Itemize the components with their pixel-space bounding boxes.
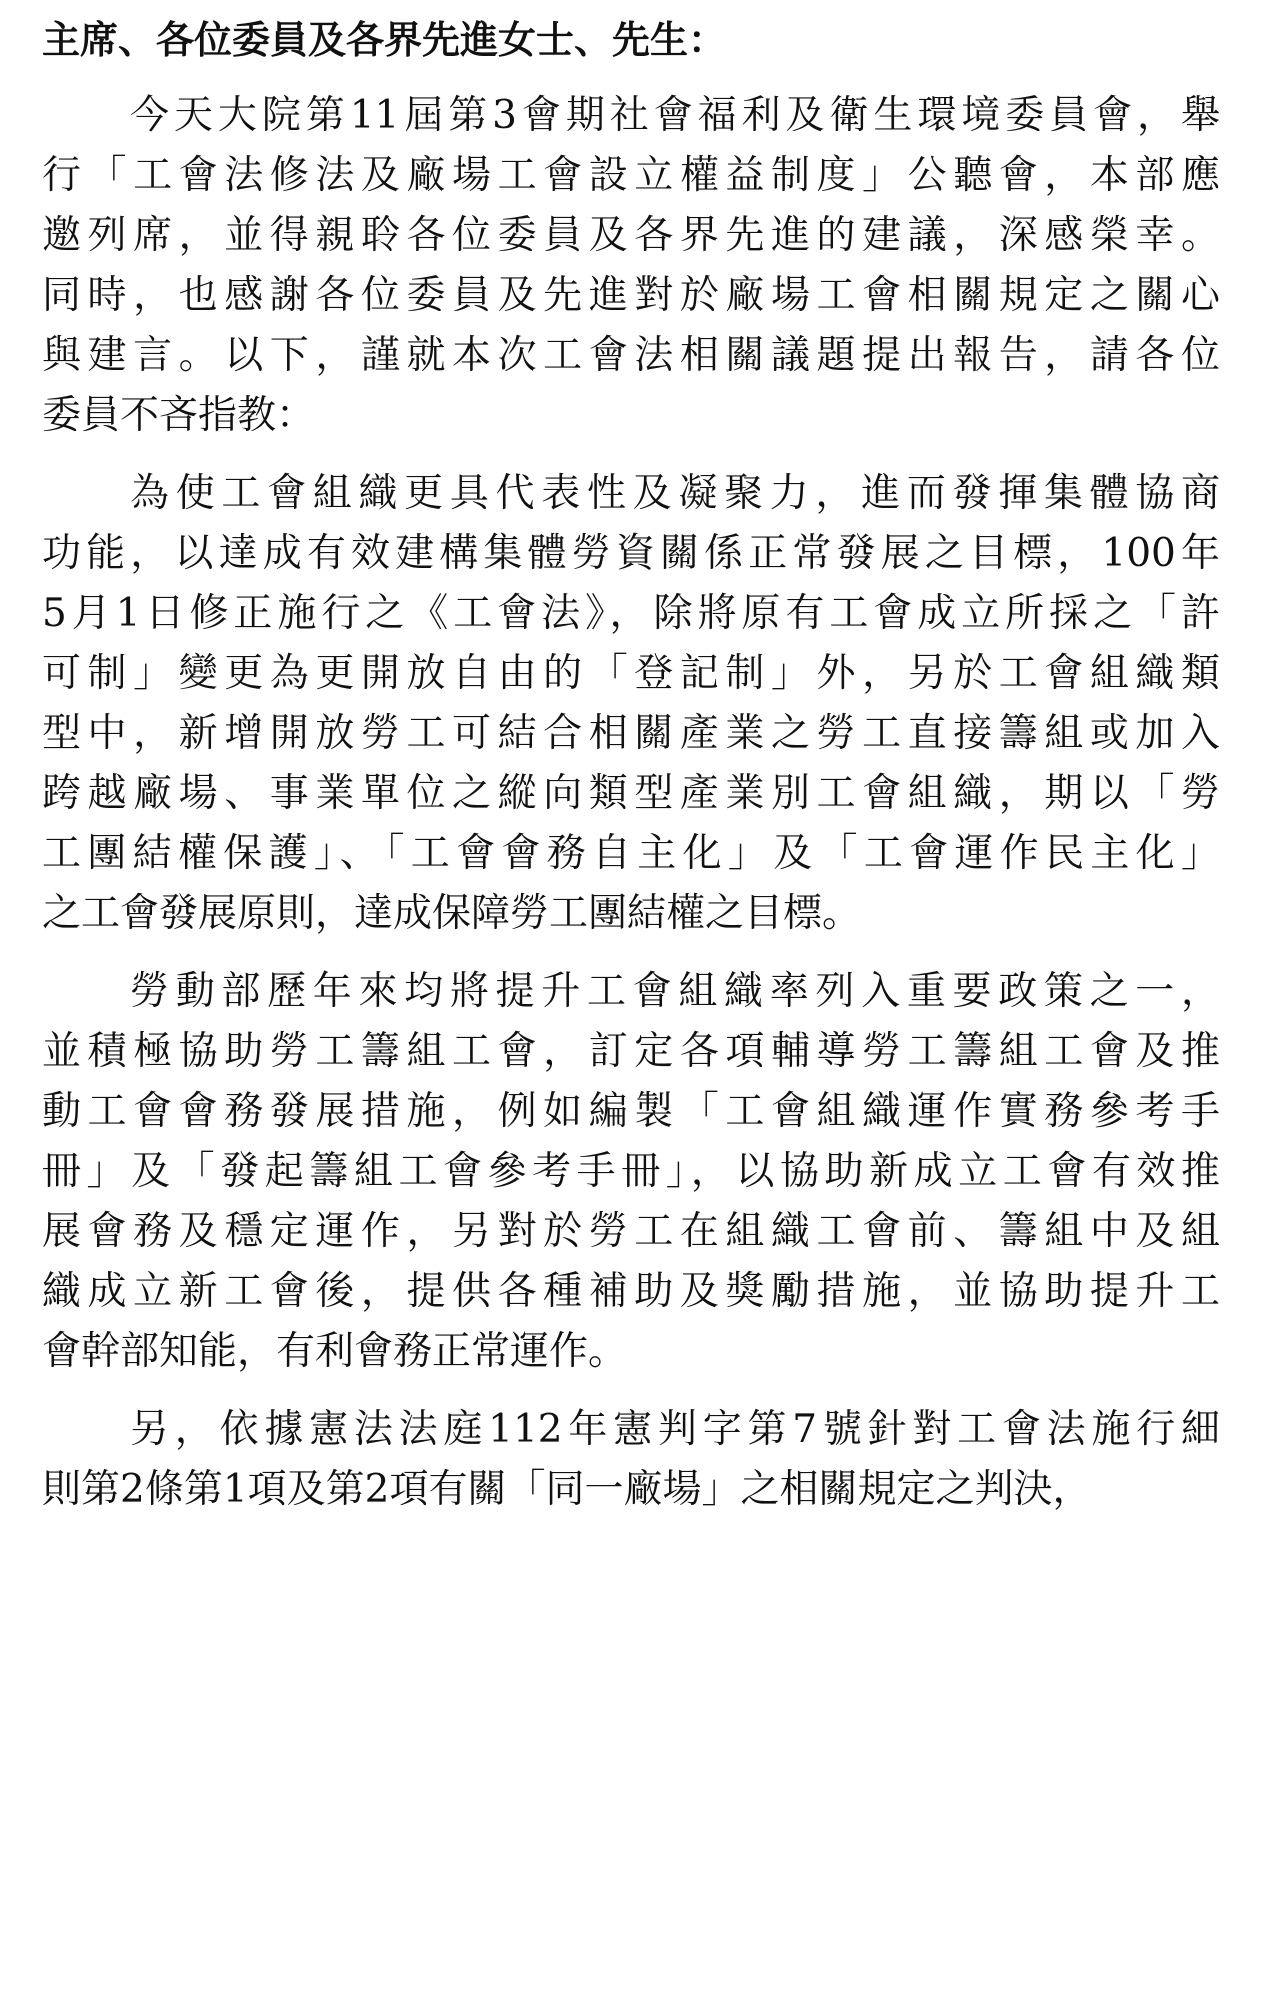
- paragraph-3-line-1: 勞動部歷年來均將提升工會組織率列入重要政策之一，: [130, 969, 1220, 1014]
- paragraph-2-line-8: 之工會發展原則，達成保障勞工團結權之目標。: [42, 891, 862, 936]
- paragraph-3-line-6: 織成立新工會後，提供各種補助及獎勵措施，並協助提升工: [42, 1269, 1220, 1314]
- paragraph-2-line-4: 可制」變更為更開放自由的「登記制」外，另於工會組織類: [42, 651, 1220, 696]
- salutation: 主席、各位委員及各界先進女士、先生：: [42, 18, 727, 62]
- paragraph-2-line-3: 5月1日修正施行之《工會法》，除將原有工會成立所採之「許: [42, 591, 1220, 636]
- paragraph-2-line-7: 工團結權保護」、「工會會務自主化」及「工會運作民主化」: [42, 831, 1220, 876]
- paragraph-3-line-3: 動工會會務發展措施，例如編製「工會組織運作實務參考手: [42, 1089, 1220, 1134]
- paragraph-1-line-4: 同時，也感謝各位委員及先進對於廠場工會相關規定之關心: [42, 273, 1220, 318]
- paragraph-1-line-1: 今天大院第11屆第3會期社會福利及衛生環境委員會，舉: [130, 93, 1220, 138]
- paragraph-1-line-3: 邀列席，並得親聆各位委員及各界先進的建議，深感榮幸。: [42, 213, 1220, 258]
- paragraph-3-line-2: 並積極協助勞工籌組工會，訂定各項輔導勞工籌組工會及推: [42, 1029, 1220, 1074]
- paragraph-2-line-2: 功能，以達成有效建構集體勞資關係正常發展之目標，100年: [42, 531, 1220, 576]
- paragraph-4-line-2: 則第2條第1項及第2項有關「同一廠場」之相關規定之判決，: [42, 1467, 1092, 1512]
- paragraph-1-line-6: 委員不吝指教：: [42, 393, 316, 438]
- paragraph-2-line-5: 型中，新增開放勞工可結合相關產業之勞工直接籌組或加入: [42, 711, 1220, 756]
- paragraph-2-line-6: 跨越廠場、事業單位之縱向類型產業別工會組織，期以「勞: [42, 771, 1220, 816]
- paragraph-3-line-7: 會幹部知能，有利會務正常運作。: [42, 1329, 628, 1374]
- paragraph-3-line-4: 冊」及「發起籌組工會參考手冊」，以協助新成立工會有效推: [42, 1149, 1220, 1194]
- paragraph-1-line-5: 與建言。以下，謹就本次工會法相關議題提出報告，請各位: [42, 333, 1220, 378]
- paragraph-2-line-1: 為使工會組織更具代表性及凝聚力，進而發揮集體協商: [130, 471, 1220, 516]
- paragraph-1-line-2: 行「工會法修法及廠場工會設立權益制度」公聽會，本部應: [42, 153, 1220, 198]
- paragraph-4-line-1: 另，依據憲法法庭112年憲判字第7號針對工會法施行細: [130, 1407, 1220, 1452]
- paragraph-3-line-5: 展會務及穩定運作，另對於勞工在組織工會前、籌組中及組: [42, 1209, 1220, 1254]
